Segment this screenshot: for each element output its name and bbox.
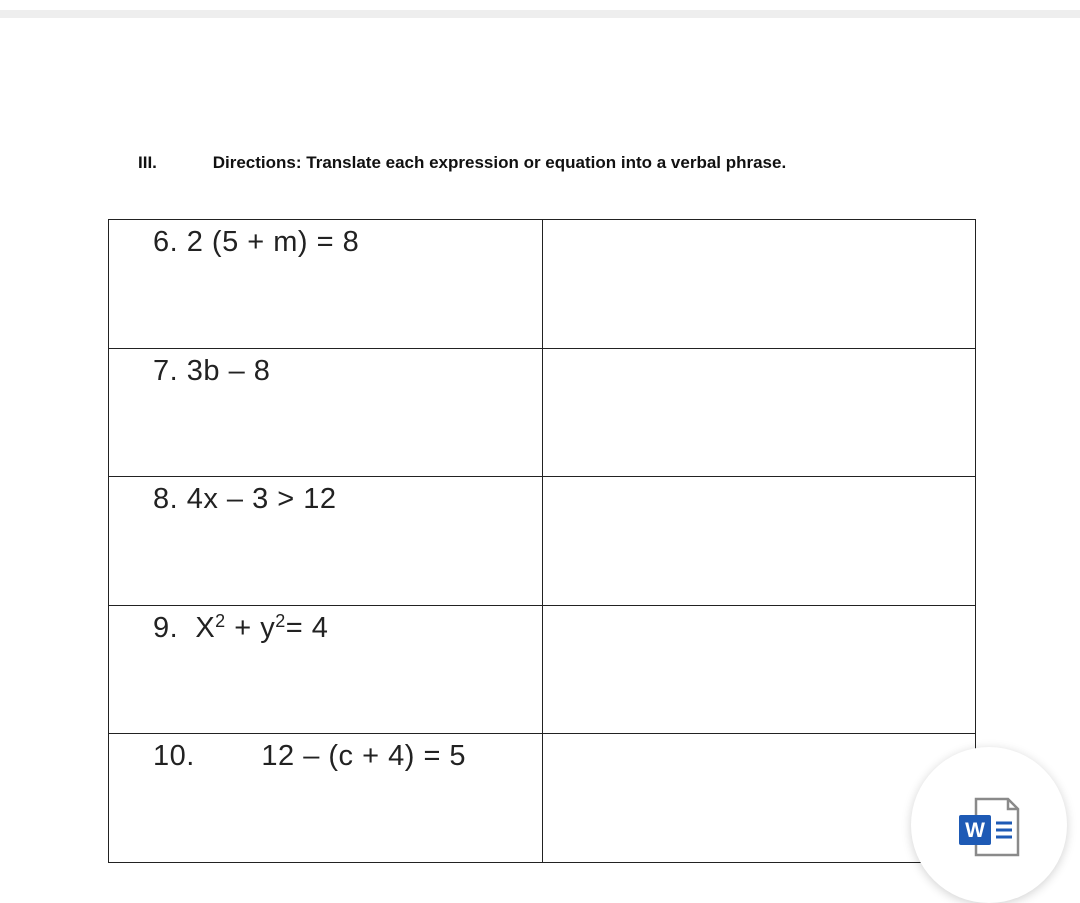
table-row: [109, 477, 976, 606]
section-number: III.: [138, 153, 157, 172]
table-row: [109, 734, 976, 863]
exercise-table: [108, 219, 976, 863]
question-cell: [109, 220, 543, 349]
question-cell: [109, 348, 543, 477]
item-expression: 3b – 8: [186, 354, 271, 387]
item-number: 9.: [153, 611, 179, 644]
item-number: 6.: [153, 226, 179, 258]
table-row: [109, 605, 976, 734]
directions-text: Directions: Translate each expression or equation into a verbal phrase.: [212, 153, 787, 172]
answer-cell[interactable]: [543, 605, 976, 734]
word-document-icon[interactable]: [956, 795, 1022, 859]
answer-cell[interactable]: [543, 734, 976, 863]
item-number: 10.: [153, 740, 195, 773]
item-number: 7.: [153, 354, 179, 387]
section-heading: [138, 153, 786, 173]
answer-cell[interactable]: [543, 477, 976, 606]
item-number: 8.: [153, 483, 179, 516]
question-cell: [109, 605, 543, 734]
answer-cell[interactable]: [543, 220, 976, 349]
item-expression: 12 – (c + 4) = 5: [261, 740, 467, 773]
question-cell: [109, 734, 543, 863]
answer-cell[interactable]: [543, 348, 976, 477]
table-row: [109, 220, 976, 349]
item-expression: 4x – 3 > 12: [186, 483, 337, 516]
top-divider: [0, 10, 1080, 18]
table-row: [109, 348, 976, 477]
item-expression: 2 (5 + m) = 8: [186, 226, 360, 258]
question-cell: [109, 477, 543, 606]
word-letter: W: [965, 819, 985, 842]
top-band: [0, 0, 1080, 10]
item-expression: $X^2 + y^2= 4$: [195, 610, 329, 644]
